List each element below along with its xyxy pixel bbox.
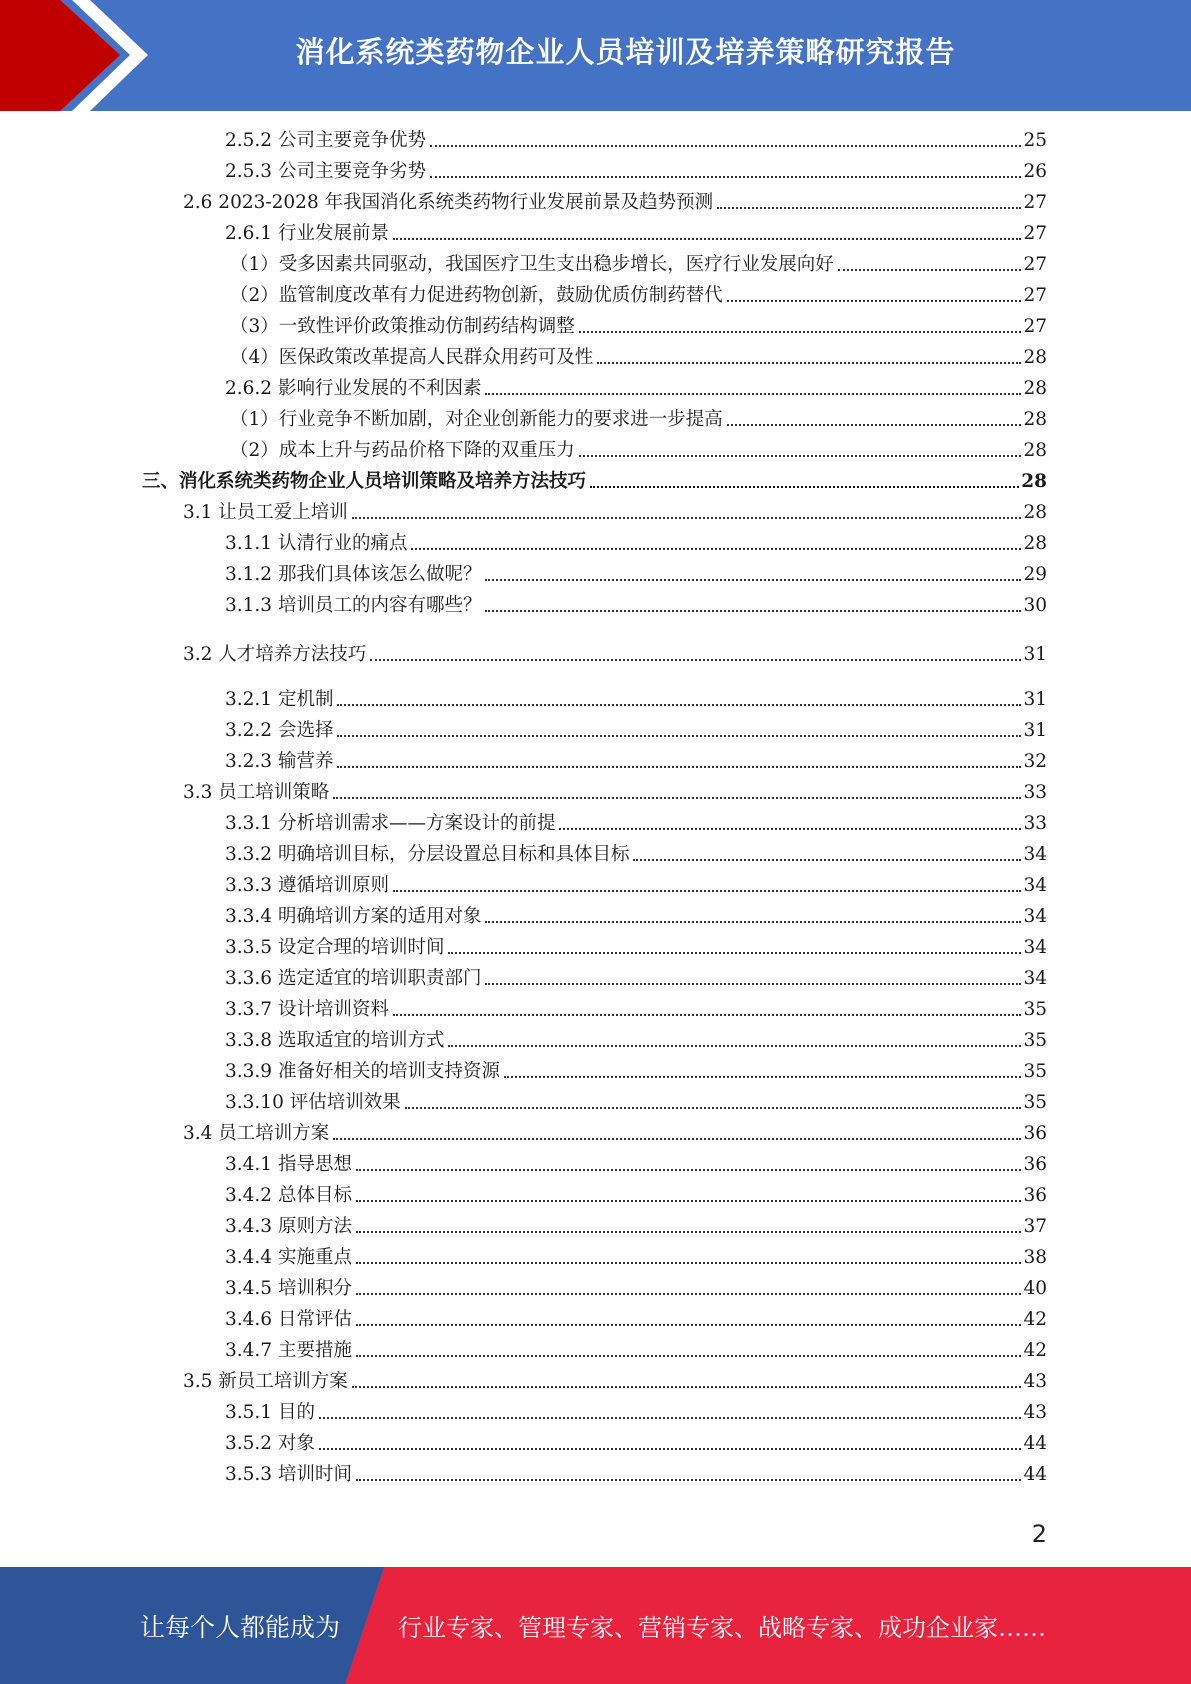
toc-entry-page: 35 xyxy=(1023,1061,1047,1082)
toc-entry-page: 30 xyxy=(1023,595,1047,616)
toc-dot-leader xyxy=(352,517,1022,519)
toc-entry-title: 3.5.2 对象 xyxy=(225,1433,315,1454)
toc-entry[interactable] xyxy=(225,1027,1047,1053)
toc-dot-leader xyxy=(337,766,1021,768)
toc-entry-title: 3.2 人才培养方法技巧 xyxy=(183,644,367,665)
report-title: 消化系统类药物企业人员培训及培养策略研究报告 xyxy=(295,34,956,69)
toc-entry-title: （3）一致性评价政策推动仿制药结构调整 xyxy=(230,316,575,337)
toc-dot-leader xyxy=(838,269,1022,271)
toc-entry-page: 32 xyxy=(1023,751,1047,772)
page-number: 2 xyxy=(1031,1520,1047,1548)
toc-entry-title: 3.3.8 选取适宜的培训方式 xyxy=(225,1030,445,1051)
toc-entry[interactable] xyxy=(225,530,1047,556)
toc-entry-title: 3.3.9 准备好相关的培训支持资源 xyxy=(225,1061,500,1082)
toc-entry-title: 2.6.1 行业发展前景 xyxy=(225,223,389,244)
toc-entry-title: 3.5.1 目的 xyxy=(225,1402,315,1423)
toc-entry-title: 2.5.3 公司主要竞争劣势 xyxy=(225,161,426,182)
toc-entry[interactable] xyxy=(225,1306,1047,1332)
toc-entry-title: 2.6 2023-2028 年我国消化系统类药物行业发展前景及趋势预测 xyxy=(183,192,714,213)
toc-dot-leader xyxy=(717,207,1021,209)
toc-dot-leader xyxy=(485,983,1021,985)
toc-entry-page: 28 xyxy=(1023,440,1047,461)
toc-entry-title: 3.3.7 设计培训资料 xyxy=(225,999,389,1020)
toc-entry-title: 3.3 员工培训策略 xyxy=(183,782,330,803)
toc-entry[interactable] xyxy=(225,1213,1047,1239)
toc-entry-page: 34 xyxy=(1023,906,1047,927)
toc-entry[interactable] xyxy=(183,779,1047,805)
toc-entry-title: 3.3.10 评估培训效果 xyxy=(225,1092,401,1113)
toc-entry-title: 3.3.6 选定适宜的培训职责部门 xyxy=(225,968,482,989)
toc-entry[interactable] xyxy=(225,375,1047,401)
toc-entry-title: 3.2.3 输营养 xyxy=(225,751,334,772)
toc-dot-leader xyxy=(319,1448,1022,1450)
toc-dot-leader xyxy=(633,859,1021,861)
toc-entry-page: 31 xyxy=(1023,644,1047,665)
toc-entry-page: 27 xyxy=(1023,316,1047,337)
footer-slogan-right: 行业专家、管理专家、营销专家、战略专家、成功企业家…… xyxy=(398,1614,1046,1642)
toc-dot-leader xyxy=(356,1355,1022,1357)
toc-dot-leader xyxy=(559,828,1021,830)
toc-dot-leader xyxy=(337,704,1021,706)
toc-entry-page: 37 xyxy=(1023,1216,1047,1237)
toc-entry[interactable] xyxy=(225,1275,1047,1301)
toc-entry[interactable] xyxy=(142,468,1047,494)
toc-dot-leader xyxy=(337,735,1021,737)
header-arrow-decoration xyxy=(0,0,160,111)
toc-entry-title: 3.2.2 会选择 xyxy=(225,720,334,741)
toc-entry[interactable] xyxy=(230,313,1047,339)
toc-dot-leader xyxy=(430,145,1021,147)
toc-dot-leader xyxy=(727,300,1022,302)
toc-entry[interactable] xyxy=(225,1089,1047,1115)
toc-entry-page: 28 xyxy=(1021,471,1047,492)
toc-dot-leader xyxy=(448,1045,1021,1047)
toc-entry-title: （1）行业竞争不断加剧，对企业创新能力的要求进一步提高 xyxy=(230,409,723,430)
toc-entry-title: （2）成本上升与药品价格下降的双重压力 xyxy=(230,440,575,461)
toc-entry[interactable] xyxy=(225,561,1047,587)
toc-entry-title: 3.2.1 定机制 xyxy=(225,689,334,710)
toc-entry-page: 28 xyxy=(1023,409,1047,430)
toc-entry-page: 27 xyxy=(1023,192,1047,213)
toc-entry-page: 34 xyxy=(1023,937,1047,958)
toc-entry[interactable] xyxy=(230,251,1047,277)
toc-dot-leader xyxy=(370,659,1021,661)
toc-entry-page: 40 xyxy=(1023,1278,1047,1299)
toc-entry[interactable] xyxy=(183,499,1047,525)
toc-entry-page: 43 xyxy=(1023,1402,1047,1423)
footer-banner xyxy=(0,1567,1191,1684)
toc-dot-leader xyxy=(319,1417,1022,1419)
toc-dot-leader xyxy=(579,331,1022,333)
toc-entry-title: 3.3.3 遵循培训原则 xyxy=(225,875,389,896)
toc-dot-leader xyxy=(590,486,1019,488)
toc-entry[interactable] xyxy=(225,903,1047,929)
toc-entry[interactable] xyxy=(225,220,1047,246)
toc-entry-title: 3.3.2 明确培训目标，分层设置总目标和具体目标 xyxy=(225,844,630,865)
toc-entry-title: （1）受多因素共同驱动，我国医疗卫生支出稳步增长，医疗行业发展向好 xyxy=(230,254,834,275)
toc-entry-title: 3.4.4 实施重点 xyxy=(225,1247,352,1268)
toc-dot-leader xyxy=(356,1479,1022,1481)
toc-dot-leader xyxy=(405,1107,1022,1109)
toc-dot-leader xyxy=(485,610,1021,612)
toc-dot-leader xyxy=(430,176,1021,178)
toc-entry-page: 34 xyxy=(1023,968,1047,989)
toc-dot-leader xyxy=(356,1262,1022,1264)
toc-entry[interactable] xyxy=(225,872,1047,898)
toc-entry[interactable] xyxy=(230,282,1047,308)
toc-entry[interactable] xyxy=(225,934,1047,960)
toc-entry-page: 31 xyxy=(1023,720,1047,741)
toc-dot-leader xyxy=(356,1200,1022,1202)
header-banner xyxy=(0,0,1191,111)
toc-dot-leader xyxy=(356,1169,1022,1171)
toc-entry-page: 35 xyxy=(1023,999,1047,1020)
toc-entry-title: 3.1.3 培训员工的内容有哪些？ xyxy=(225,595,482,616)
toc-entry-page: 28 xyxy=(1023,347,1047,368)
toc-entry-page: 34 xyxy=(1023,875,1047,896)
toc-entry-page: 43 xyxy=(1023,1371,1047,1392)
toc-dot-leader xyxy=(333,1138,1021,1140)
toc-entry-title: 3.5 新员工培训方案 xyxy=(183,1371,348,1392)
toc-entry-title: 3.4.3 原则方法 xyxy=(225,1216,352,1237)
toc-dot-leader xyxy=(597,362,1021,364)
toc-dot-leader xyxy=(393,238,1021,240)
toc-dot-leader xyxy=(504,1076,1021,1078)
toc-dot-leader xyxy=(393,890,1021,892)
toc-entry[interactable] xyxy=(225,810,1047,836)
toc-entry-title: 3.3.1 分析培训需求——方案设计的前提 xyxy=(225,813,556,834)
toc-entry-page: 36 xyxy=(1023,1185,1047,1206)
toc-entry[interactable] xyxy=(225,1399,1047,1425)
toc-dot-leader xyxy=(356,1324,1022,1326)
footer-slogan-left: 让每个人都能成为 xyxy=(140,1612,341,1642)
toc-entry[interactable] xyxy=(225,717,1047,743)
toc-dot-leader xyxy=(352,1386,1022,1388)
toc-entry-title: 3.4.5 培训积分 xyxy=(225,1278,352,1299)
toc-dot-leader xyxy=(579,455,1022,457)
toc-dot-leader xyxy=(485,579,1021,581)
toc-entry-title: 3.4.1 指导思想 xyxy=(225,1154,352,1175)
toc-entry[interactable] xyxy=(183,641,1047,667)
toc-entry-title: 3.3.4 明确培训方案的适用对象 xyxy=(225,906,482,927)
toc-entry-page: 35 xyxy=(1023,1092,1047,1113)
toc-entry-title: 3.4.2 总体目标 xyxy=(225,1185,352,1206)
toc-entry-title: 3.4.6 日常评估 xyxy=(225,1309,352,1330)
toc-entry[interactable] xyxy=(225,1151,1047,1177)
toc-entry-page: 42 xyxy=(1023,1309,1047,1330)
toc-entry-page: 34 xyxy=(1023,844,1047,865)
toc-entry-title: 2.6.2 影响行业发展的不利因素 xyxy=(225,378,482,399)
toc-entry[interactable] xyxy=(230,437,1047,463)
toc-entry-title: 3.4 员工培训方案 xyxy=(183,1123,330,1144)
toc-entry-title: 3.3.5 设定合理的培训时间 xyxy=(225,937,445,958)
toc-entry-page: 35 xyxy=(1023,1030,1047,1051)
toc-entry-page: 44 xyxy=(1023,1464,1047,1485)
toc-entry-page: 31 xyxy=(1023,689,1047,710)
toc-dot-leader xyxy=(485,921,1021,923)
toc-dot-leader xyxy=(448,952,1021,954)
toc-dot-leader xyxy=(356,1231,1022,1233)
toc-entry[interactable] xyxy=(225,686,1047,712)
toc-entry-page: 33 xyxy=(1023,782,1047,803)
toc-entry[interactable] xyxy=(183,1120,1047,1146)
toc-entry[interactable] xyxy=(225,965,1047,991)
toc-entry-title: 3.1.2 那我们具体该怎么做呢？ xyxy=(225,564,482,585)
toc-entry-title: （4）医保政策改革提高人民群众用药可及性 xyxy=(230,347,594,368)
toc-dot-leader xyxy=(393,1014,1021,1016)
toc-entry[interactable] xyxy=(225,748,1047,774)
toc-entry-page: 38 xyxy=(1023,1247,1047,1268)
toc-entry[interactable] xyxy=(225,1058,1047,1084)
toc-entry-title: 3.5.3 培训时间 xyxy=(225,1464,352,1485)
toc-entry[interactable] xyxy=(225,1182,1047,1208)
toc-entry[interactable] xyxy=(183,1368,1047,1394)
toc-entry[interactable] xyxy=(230,406,1047,432)
toc-entry[interactable] xyxy=(225,592,1047,618)
toc-entry-page: 26 xyxy=(1023,161,1047,182)
toc-dot-leader xyxy=(485,393,1021,395)
toc-entry-page: 42 xyxy=(1023,1340,1047,1361)
toc-entry-page: 36 xyxy=(1023,1123,1047,1144)
toc-entry-title: 3.4.7 主要措施 xyxy=(225,1340,352,1361)
toc-entry[interactable] xyxy=(225,841,1047,867)
toc-entry-page: 27 xyxy=(1023,254,1047,275)
toc-entry-page: 27 xyxy=(1023,285,1047,306)
toc-entry-page: 33 xyxy=(1023,813,1047,834)
toc-dot-leader xyxy=(411,548,1021,550)
toc-entry[interactable] xyxy=(225,1244,1047,1270)
toc-dot-leader xyxy=(333,797,1021,799)
toc-entry[interactable] xyxy=(225,127,1047,153)
toc-dot-leader xyxy=(356,1293,1022,1295)
toc-dot-leader xyxy=(727,424,1022,426)
toc-entry-page: 29 xyxy=(1023,564,1047,585)
toc-entry-title: 3.1 让员工爱上培训 xyxy=(183,502,348,523)
toc-entry-page: 28 xyxy=(1023,533,1047,554)
toc-entry[interactable] xyxy=(225,158,1047,184)
toc-entry-title: 三、消化系统类药物企业人员培训策略及培养方法技巧 xyxy=(142,471,587,492)
toc-entry-title: （2）监管制度改革有力促进药物创新，鼓励优质仿制药替代 xyxy=(230,285,723,306)
toc-entry-page: 36 xyxy=(1023,1154,1047,1175)
toc-entry[interactable] xyxy=(225,1430,1047,1456)
toc-entry[interactable] xyxy=(183,189,1047,215)
toc-entry[interactable] xyxy=(225,996,1047,1022)
toc-entry-page: 28 xyxy=(1023,378,1047,399)
toc-entry-page: 25 xyxy=(1023,130,1047,151)
toc-entry-page: 27 xyxy=(1023,223,1047,244)
toc-entry-title: 3.1.1 认清行业的痛点 xyxy=(225,533,408,554)
toc-entry-page: 44 xyxy=(1023,1433,1047,1454)
toc-entry[interactable] xyxy=(225,1337,1047,1363)
toc-entry[interactable] xyxy=(230,344,1047,370)
toc-entry-page: 28 xyxy=(1023,502,1047,523)
toc-entry[interactable] xyxy=(225,1461,1047,1487)
toc-entry-title: 2.5.2 公司主要竞争优势 xyxy=(225,130,426,151)
